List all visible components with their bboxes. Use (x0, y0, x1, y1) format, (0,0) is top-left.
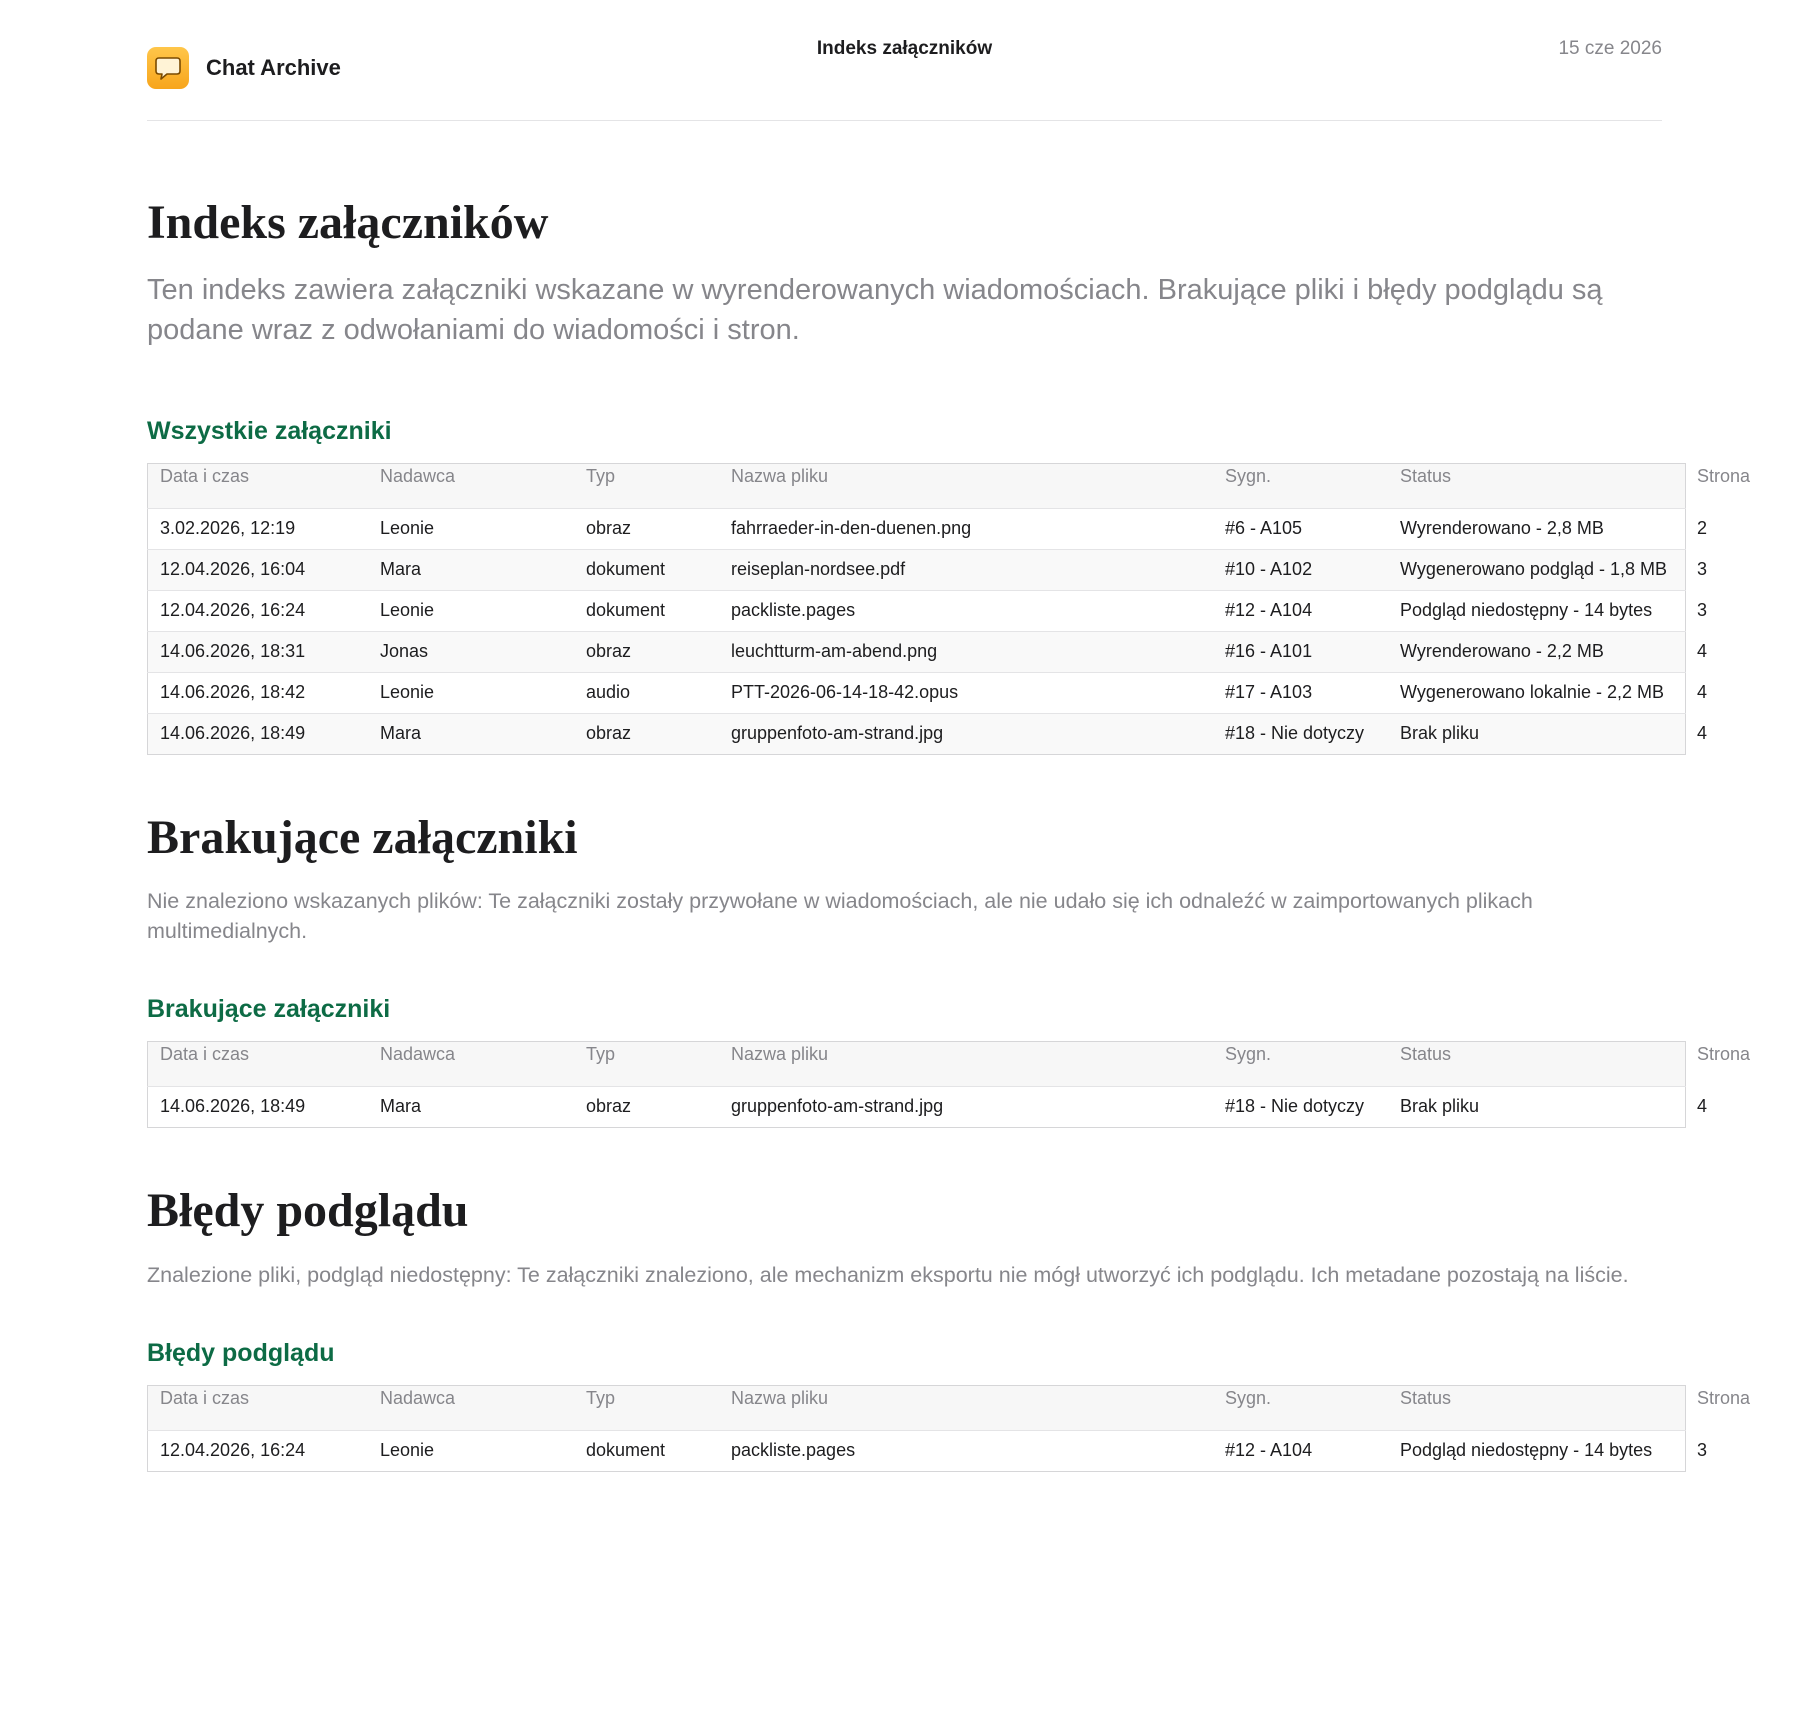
missing-attachments-table (147, 1041, 1751, 1128)
col-status: Wygenerowano lokalnie - 2,2 MB (1388, 672, 1685, 713)
col-sender: Leonie (368, 672, 574, 713)
table-row: 12.04.2026, 16:24 Leonie dokument packliste.pages #12 - A104 Podgląd niedostępny - 14 bytes 3 (148, 1430, 1686, 1471)
intro-text: Ten indeks zawiera załączniki wskazane w wyrenderowanych wiadomościach. Brakujące pliki i błędy podglądu są podane wraz z odwołaniami do wiadomości i stron. (147, 273, 1603, 346)
errors-section-title: Błędy podglądu (147, 1184, 469, 1238)
all-attachments-table-wrap (147, 463, 1751, 755)
table-row: 14.06.2026, 18:42 Leonie audio PTT-2026-06-14-18-42.opus #17 - A103 Wygenerowano lokalnie - 2,2 MB 4 (148, 672, 1686, 713)
col-date: 14.06.2026, 18:49 (160, 1096, 306, 1117)
col-sender: Leonie (380, 1439, 435, 1460)
col-filename: fahrraeder-in-den-duenen.png (719, 508, 1213, 549)
col-type: dokument (574, 590, 719, 631)
col-ref: #18 - Nie dotyczy (1225, 1096, 1365, 1117)
col-status: Wyrenderowano - 2,8 MB (1388, 508, 1685, 549)
table-header-row: Data i czas Nadawca Typ Nazwa pliku Sygn. Status Strona (148, 463, 1686, 508)
all-attachments-heading: Wszystkie załączniki (147, 416, 392, 445)
col-type: obraz (574, 713, 719, 754)
table-row: 12.04.2026, 16:04 Mara dokument reiseplan-nordsee.pdf #10 - A102 Wygenerowano podgląd - 1,8 MB 3 (148, 549, 1686, 590)
col-ref: #10 - A102 (1213, 549, 1388, 590)
col-ref: #6 - A105 (1213, 508, 1388, 549)
column-header-date: Data i czas (148, 463, 369, 508)
col-date: 14.06.2026, 18:31 (148, 631, 369, 672)
col-date: 3.02.2026, 12:19 (148, 508, 369, 549)
col-filename: packliste.pages (731, 1439, 856, 1460)
col-filename: gruppenfoto-am-strand.jpg (719, 713, 1213, 754)
col-date: 14.06.2026, 18:42 (148, 672, 369, 713)
table-row: 12.04.2026, 16:24 Leonie dokument packliste.pages #12 - A104 Podgląd niedostępny - 14 bytes 3 (148, 590, 1686, 631)
header-title: Indeks załączników (816, 38, 993, 59)
column-header-sender: Nadawca (368, 463, 574, 508)
errors-description: Znalezione pliki, podgląd niedostępny: Te załączniki znaleziono, ale mechanizm eksportu nie mógł utworzyć ich podglądu. Ich metadane pozostają na liście. (147, 1262, 1629, 1287)
column-header-date: Data i czas (148, 1042, 369, 1087)
content (147, 120, 1751, 1472)
col-status: Wyrenderowano - 2,2 MB (1388, 631, 1685, 672)
column-header-status: Status (1388, 1042, 1685, 1087)
col-type: obraz (574, 631, 719, 672)
missing-attachments-table-wrap (147, 1041, 1751, 1128)
col-sender: Leonie (368, 590, 574, 631)
table-row: 3.02.2026, 12:19 Leonie obraz fahrraeder-in-den-duenen.png #6 - A105 Wyrenderowano - 2,8 MB 2 (148, 508, 1686, 549)
col-type: dokument (574, 549, 719, 590)
col-sender: Jonas (368, 631, 574, 672)
col-filename: PTT-2026-06-14-18-42.opus (719, 672, 1213, 713)
column-header-status: Status (1388, 1385, 1685, 1430)
col-sender: Mara (368, 549, 574, 590)
preview-errors-table (147, 1385, 1751, 1472)
column-header-sender: Nadawca (368, 1042, 574, 1087)
col-filename: reiseplan-nordsee.pdf (719, 549, 1213, 590)
col-filename: leuchtturm-am-abend.png (719, 631, 1213, 672)
header-date: 15 cze 2026 (1558, 38, 1662, 59)
column-header-filename: Nazwa pliku (719, 1385, 1213, 1430)
col-ref: #18 - Nie dotyczy (1213, 713, 1388, 754)
col-date: 12.04.2026, 16:24 (148, 590, 369, 631)
col-ref: #16 - A101 (1213, 631, 1388, 672)
page-title: Indeks załączników (147, 196, 549, 249)
table-row: 14.06.2026, 18:49 Mara obraz gruppenfoto-am-strand.jpg #18 - Nie dotyczy Brak pliku 4 (148, 1087, 1686, 1128)
page-header (147, 0, 1662, 121)
col-type: dokument (586, 1439, 666, 1460)
missing-attachments-heading: Brakujące załączniki (147, 995, 391, 1024)
column-header-type: Typ (574, 1042, 719, 1087)
col-type: audio (574, 672, 719, 713)
column-header-date: Data i czas (148, 1385, 369, 1430)
col-date: 12.04.2026, 16:04 (148, 549, 369, 590)
col-status: Brak pliku (1388, 713, 1685, 754)
app-name: Chat Archive (206, 55, 341, 80)
col-date: 14.06.2026, 18:49 (148, 713, 369, 754)
col-type: obraz (574, 508, 719, 549)
column-header-status: Status (1388, 463, 1685, 508)
preview-errors-heading: Błędy podglądu (147, 1338, 335, 1367)
column-header-type: Typ (574, 1385, 719, 1430)
col-sender: Leonie (368, 508, 574, 549)
column-header-ref: Sygn. (1213, 463, 1388, 508)
table-row: 14.06.2026, 18:49 Mara obraz gruppenfoto-am-strand.jpg #18 - Nie dotyczy Brak pliku 4 (148, 713, 1686, 754)
col-filename: gruppenfoto-am-strand.jpg (731, 1096, 944, 1117)
col-status: Brak pliku (1400, 1096, 1480, 1117)
table-row: 14.06.2026, 18:31 Jonas obraz leuchtturm-am-abend.png #16 - A101 Wyrenderowano - 2,2 MB 4 (148, 631, 1686, 672)
missing-section-title: Brakujące załączniki (147, 810, 578, 864)
col-ref: #12 - A104 (1225, 1439, 1313, 1460)
col-status: Podgląd niedostępny - 14 bytes (1400, 1439, 1653, 1460)
col-filename: packliste.pages (719, 590, 1213, 631)
column-header-ref: Sygn. (1213, 1042, 1388, 1087)
missing-description: Nie znaleziono wskazanych plików: Te załączniki zostały przywołane w wiadomościach, ale nie udało się ich odnaleźć w zaimportowanych plikach multimedialnych. (147, 889, 1533, 944)
col-date: 12.04.2026, 16:24 (160, 1439, 306, 1460)
column-header-filename: Nazwa pliku (719, 463, 1213, 508)
col-status: Wygenerowano podgląd - 1,8 MB (1388, 549, 1685, 590)
all-attachments-table (147, 463, 1751, 755)
col-ref: #12 - A104 (1213, 590, 1388, 631)
col-sender: Mara (380, 1096, 422, 1117)
preview-errors-table-wrap (147, 1385, 1751, 1472)
col-type: obraz (586, 1096, 632, 1117)
column-header-filename: Nazwa pliku (719, 1042, 1213, 1087)
column-header-ref: Sygn. (1213, 1385, 1388, 1430)
column-header-type: Typ (574, 463, 719, 508)
col-sender: Mara (368, 713, 574, 754)
table-header-row: Data i czas Nadawca Typ Nazwa pliku Sygn. Status Strona (148, 1042, 1686, 1087)
column-header-sender: Nadawca (368, 1385, 574, 1430)
col-ref: #17 - A103 (1213, 672, 1388, 713)
col-status: Podgląd niedostępny - 14 bytes (1388, 590, 1685, 631)
table-header-row: Data i czas Nadawca Typ Nazwa pliku Sygn. Status Strona (148, 1385, 1686, 1430)
